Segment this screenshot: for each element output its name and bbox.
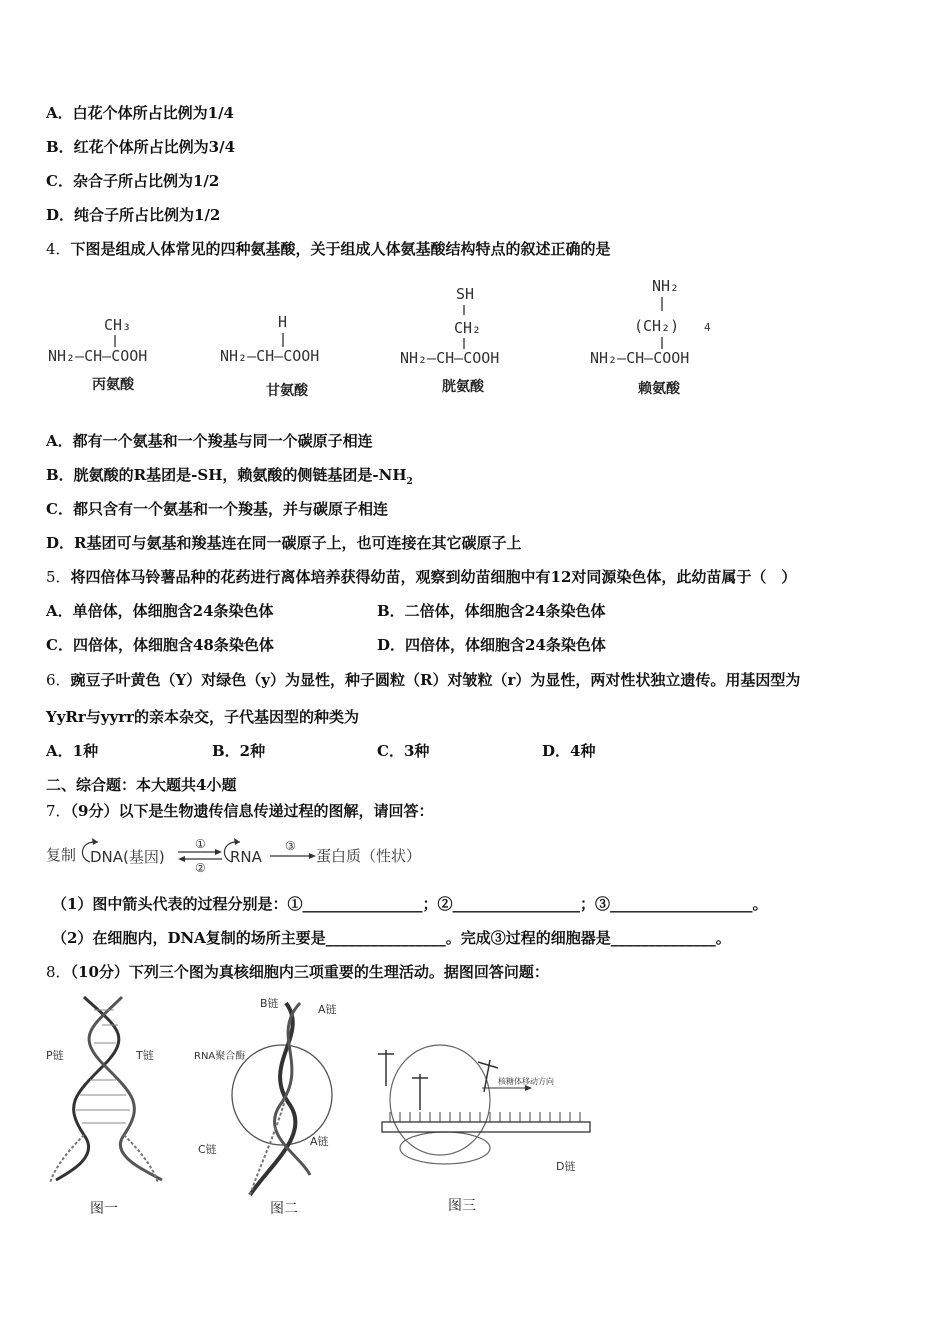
protein-label: 蛋白质（性状） (316, 847, 422, 865)
lysine-r-group: (CH₂) (634, 317, 680, 335)
dna-label: DNA(基因) (90, 848, 165, 866)
q4-option-d: D．R基团可与氨基和羧基连在同一碳原子上，也可连接在其它碳原子上 (46, 534, 522, 552)
ribosome-large-subunit (390, 1045, 490, 1155)
q5-stem-text: 将四倍体马铃薯品种的花药进行离体培养获得幼苗，观察到幼苗细胞中有12对同源染色体，此幼苗属于（ ） (70, 568, 797, 586)
a-strand-label-bottom: A链 (310, 1135, 329, 1148)
arrow-1-label: ① (195, 837, 206, 851)
figure-3-caption: 图三 (448, 1198, 476, 1214)
figure-2-transcription (190, 995, 360, 1220)
figure-3-translation (360, 1030, 610, 1215)
glycine-r-group: H (278, 313, 288, 331)
q5-option-c: C．四倍体，体细胞含48条染色体 (46, 636, 274, 654)
cysteine-sh-group: SH (456, 285, 475, 303)
q6-stem-text1: 豌豆子叶黄色（Y）对绿色（y）为显性，种子圆粒（R）对皱粒（r）为显性，两对性状独立遗传。用基因型为 (70, 671, 801, 689)
direction-label: 核糖体移动方向 (498, 1077, 554, 1086)
cysteine-backbone: NH₂—CH—COOH (400, 349, 500, 367)
q4-option-b (46, 465, 413, 492)
q4-stem-text: 下图是组成人体常见的四种氨基酸，关于组成人体氨基酸结构特点的叙述正确的是 (70, 240, 611, 258)
q4-option-c: C．都只含有一个氨基和一个羧基，并与碳原子相连 (46, 500, 388, 518)
rna-label: RNA (230, 848, 262, 866)
strand-1 (56, 997, 119, 1180)
q5-option-b: B．二倍体，体细胞含24条染色体 (377, 602, 606, 620)
q3-option-b: B．红花个体所占比例为3/4 (46, 138, 236, 156)
glycine-name: 甘氨酸 (266, 383, 308, 399)
a-strand-label-top: A链 (318, 1003, 337, 1016)
ribosome-small-subunit (400, 1132, 490, 1164)
glycine-structure (220, 313, 319, 399)
arrow-3-label: ③ (285, 839, 296, 853)
p-strand-label: P链 (46, 1049, 64, 1062)
lysine-nh2-group: NH₂ (652, 277, 680, 295)
figure-1-dna-replication (44, 995, 174, 1220)
arrow-2-label: ② (195, 861, 206, 875)
section-2-heading: 二、综合题：本大题共4小题 (46, 776, 237, 794)
q5-number: 5． (46, 568, 71, 586)
figure-1-caption: 图一 (90, 1201, 118, 1217)
q5-stem (46, 567, 796, 587)
strand-2 (89, 997, 162, 1180)
q6-stem-line2: YyRr与yyrr的亲本杂交，子代基因型的种类为 (46, 708, 360, 726)
b-strand-label: B链 (260, 997, 279, 1010)
rna-polymerase-label: RNA聚合酶 (194, 1051, 246, 1062)
amino-acid-figure (40, 275, 780, 410)
alanine-name: 丙氨酸 (92, 377, 134, 393)
q6-option-c: C．3种 (377, 742, 430, 760)
q8-stem (46, 962, 549, 982)
q8-number: 8． (46, 963, 71, 981)
q4-option-b-subscript: 2 (406, 477, 413, 487)
q7-subquestion-1: （1）图中箭头代表的过程分别是：①________________；②_________________；③___________________。 (52, 895, 768, 913)
q3-option-c: C．杂合子所占比例为1/2 (46, 172, 220, 190)
q6-option-b: B．2种 (212, 742, 266, 760)
q5-option-d: D．四倍体，体细胞含24条染色体 (377, 636, 606, 654)
q6-number: 6． (46, 671, 71, 689)
lysine-backbone: NH₂—CH—COOH (590, 349, 690, 367)
central-dogma-diagram (44, 832, 444, 878)
lysine-r-subscript: 4 (704, 321, 711, 334)
q7-subquestion-2: （2）在细胞内，DNA复制的场所主要是________________。完成③过程的细胞器是______________。 (52, 929, 731, 947)
q7-number: 7． (46, 802, 71, 820)
replication-label: 复制 (46, 846, 77, 864)
q4-option-b-text: B．胱氨酸的R基团是-SH，赖氨酸的侧链基团是-NH (46, 466, 407, 484)
q8-stem-text: （10分）下列三个图为真核细胞内三项重要的生理活动。据图回答问题： (70, 963, 549, 981)
q4-option-a: A．都有一个氨基和一个羧基与同一个碳原子相连 (46, 432, 373, 450)
alanine-structure (48, 316, 147, 393)
cysteine-name: 胱氨酸 (442, 379, 484, 395)
q3-option-d: D．纯合子所占比例为1/2 (46, 206, 221, 224)
q6-option-d: D．4种 (542, 742, 596, 760)
lysine-name: 赖氨酸 (638, 381, 680, 397)
q6-stem-line1 (46, 670, 800, 690)
cysteine-structure (400, 285, 499, 395)
cysteine-r-group: CH₂ (454, 319, 482, 337)
c-strand-label: C链 (198, 1143, 217, 1156)
q7-stem (46, 801, 434, 821)
q4-number: 4． (46, 240, 71, 258)
q3-option-a: A．白花个体所占比例为1/4 (46, 104, 234, 122)
glycine-backbone: NH₂—CH—COOH (220, 347, 320, 365)
d-strand-label: D链 (556, 1160, 576, 1173)
q6-option-a: A．1种 (46, 742, 99, 760)
q4-stem (46, 239, 611, 259)
rna-product (250, 1100, 285, 1195)
alanine-backbone: NH₂—CH—COOH (48, 347, 148, 365)
trna-molecules (378, 1050, 498, 1110)
q5-option-a: A．单倍体，体细胞含24条染色体 (46, 602, 274, 620)
q7-stem-text: （9分）以下是生物遗传信息传递过程的图解，请回答： (70, 802, 434, 820)
alanine-r-group: CH₃ (104, 316, 132, 334)
lysine-structure (590, 277, 711, 397)
figure-2-caption: 图二 (270, 1201, 298, 1217)
t-strand-label: T链 (136, 1049, 154, 1062)
